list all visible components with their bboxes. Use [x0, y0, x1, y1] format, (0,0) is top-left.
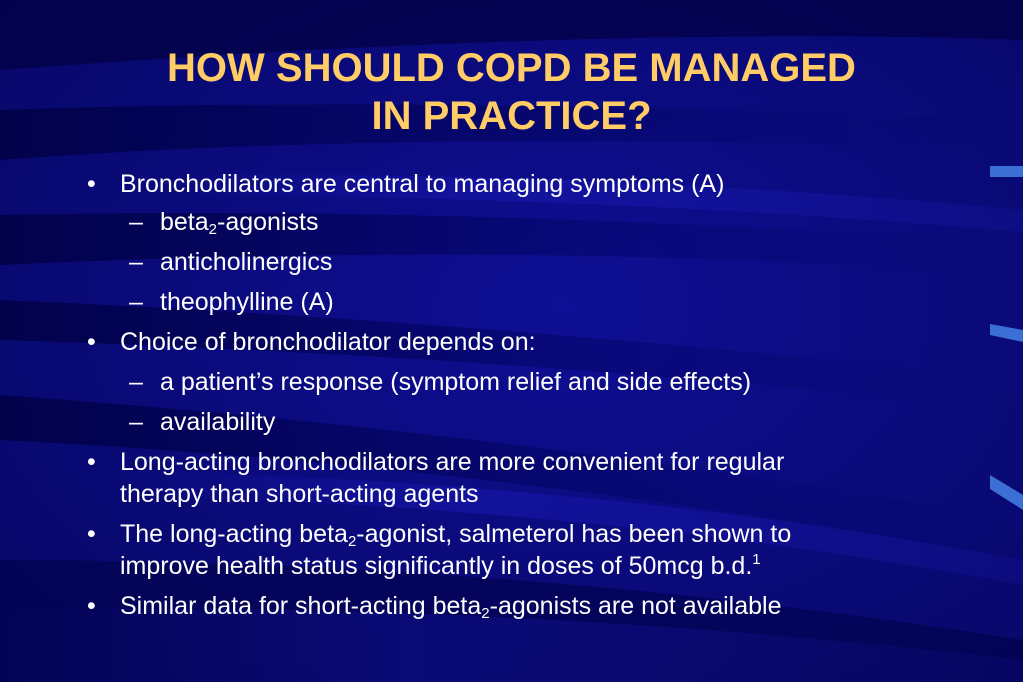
bullet-item	[87, 518, 792, 582]
dash-marker: –	[129, 248, 143, 276]
bullet-marker: •	[87, 448, 96, 476]
dash-marker: –	[129, 408, 143, 436]
sub-bullet-text: availability	[160, 408, 276, 436]
bullet-item	[87, 446, 785, 510]
bullet-text: Similar data for short-acting beta$_2$-agonists are not available	[120, 592, 782, 622]
sub-bullet-text: anticholinergics	[160, 248, 333, 276]
slide-title-line-2: IN PRACTICE?	[371, 94, 652, 138]
bullet-marker: •	[87, 328, 96, 356]
dash-marker: –	[129, 288, 143, 316]
bullet-item	[87, 168, 725, 200]
bullet-text-line-2: therapy than short-acting agents	[120, 480, 479, 508]
dash-marker: –	[129, 368, 143, 396]
bullet-text-line-1: The long-acting beta$_2$-agonist, salmeterol has been shown to	[120, 520, 792, 550]
bullet-text: Choice of bronchodilator depends on:	[120, 328, 536, 356]
bullet-marker: •	[87, 592, 96, 620]
bullet-text-line-1: Long-acting bronchodilators are more convenient for regular	[120, 448, 785, 476]
sub-bullet-text: theophylline (A)	[160, 288, 334, 316]
sub-bullet-item	[129, 286, 334, 318]
sub-bullet-item	[129, 246, 333, 278]
bullet-item	[87, 590, 782, 622]
sub-bullet-text: beta$_2$-agonists	[160, 208, 319, 238]
sub-bullet-item	[129, 366, 752, 398]
slide-title-line-1: HOW SHOULD COPD BE MANAGED	[167, 46, 856, 90]
sub-bullet-text: a patient’s response (symptom relief and side effects)	[160, 368, 752, 396]
dash-marker: –	[129, 208, 143, 236]
bullet-text: Bronchodilators are central to managing symptoms (A)	[120, 170, 725, 198]
bullet-item	[87, 326, 536, 358]
sub-bullet-item	[129, 206, 319, 238]
sub-bullet-item	[129, 406, 276, 438]
bullet-marker: •	[87, 170, 96, 198]
bullet-text-line-2: improve health status significantly in doses of 50mcg b.d.$^1$	[120, 551, 761, 580]
footnote-marker: 1	[752, 551, 761, 568]
bullet-marker: •	[87, 520, 96, 548]
